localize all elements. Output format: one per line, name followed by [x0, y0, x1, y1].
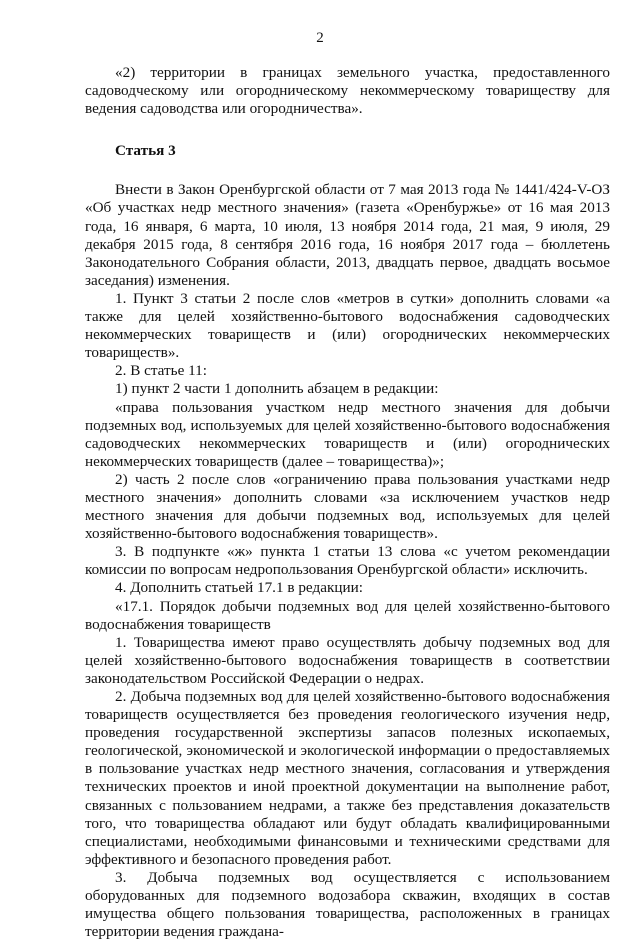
paragraph-item-2: 2. В статье 11: — [115, 362, 207, 380]
paragraph-item-4: 4. Дополнить статьей 17.1 в редакции: — [115, 579, 363, 597]
paragraph-amendment-intro: Внести в Закон Оренбургской области от 7 мая 2013 года № 1441/424-V-ОЗ «Об участках недр местного значения» (газета «Оренбуржье» от 16 мая 2013 года, 16 января, 6 марта, 10 июля, 13 ноября 2014 года, 21 мая, 9 июля, 29 декабря 2015 года, 8 сентября 2016 года, 16 ноября 2017 года – бюллетень Законодательного Собрания области, 2013, двадцать первое, двадцать восьмое заседания) изменения. — [85, 181, 610, 289]
paragraph-17-1-point-3: 3. Добыча подземных вод осуществляется с использованием оборудованных для подземного водозабора скважин, входящих в состав имущества общего пользования товарищества, расположенных в границах территории ведения граждана- — [85, 868, 610, 941]
paragraph-17-1-point-1: 1. Товарищества имеют право осуществлять добычу подземных вод для целей хозяйственно-бытового водоснабжения товариществ в соответствии законодательством Российской Федерации о недрах. — [85, 633, 610, 687]
paragraph-subitem-1: 1) пункт 2 части 1 дополнить абзацем в редакции: — [115, 380, 439, 398]
page-number: 2 — [316, 30, 324, 46]
paragraph-quoted-territory: «2) территории в границах земельного участка, предоставленного садоводческому или огородническому некоммерческому товариществу для ведения садоводства или огородничества». — [85, 64, 610, 118]
document-body — [85, 64, 610, 941]
paragraph-subitem-2: 2) часть 2 после слов «ограничению права пользования участками недр местного значения» дополнить словами «за исключением участков недр местного значения для добычи подземных вод, используемых для целей хозяйственно-бытового водоснабжения товариществ». — [85, 470, 610, 543]
paragraph-article-17-1-title: «17.1. Порядок добычи подземных вод для целей хозяйственно-бытового водоснабжения товариществ — [85, 597, 610, 633]
paragraph-item-1: 1. Пункт 3 статьи 2 после слов «метров в сутки» дополнить словами «а также для целей хозяйственно-бытового водоснабжения садоводческих некоммерческих товариществ и (или) огороднических некоммерческих товариществ». — [85, 289, 610, 362]
paragraph-item-3: 3. В подпункте «ж» пункта 1 статьи 13 слова «с учетом рекомендации комиссии по вопросам недропользования Оренбургской области» исключить. — [85, 543, 610, 579]
article-heading: Статья 3 — [115, 142, 176, 160]
paragraph-quoted-rights: «права пользования участком недр местного значения для добычи подземных вод, используемых для целей хозяйственно-бытового водоснабжения садоводческих некоммерческих товариществ и (или) огороднических некоммерческих товариществ (далее – товарищества)»; — [85, 398, 610, 470]
paragraph-17-1-point-2: 2. Добыча подземных вод для целей хозяйственно-бытового водоснабжения товариществ осуществляется без проведения геологического изучения недр, проведения государственной экспертизы запасов полезных ископаемых, геологической, экономической и экологической информации о предоставляемых в пользование участках недр местного значения, согласования и утверждения технических проектов и иной проектной документации на выполнение работ, связанных с пользованием недрами, а также без представления доказательств того, что товарищества обладают или будут обладать квалифицированными специалистами, необходимыми финансовыми и техническими средствами для эффективного и безопасного проведения работ. — [85, 688, 610, 868]
